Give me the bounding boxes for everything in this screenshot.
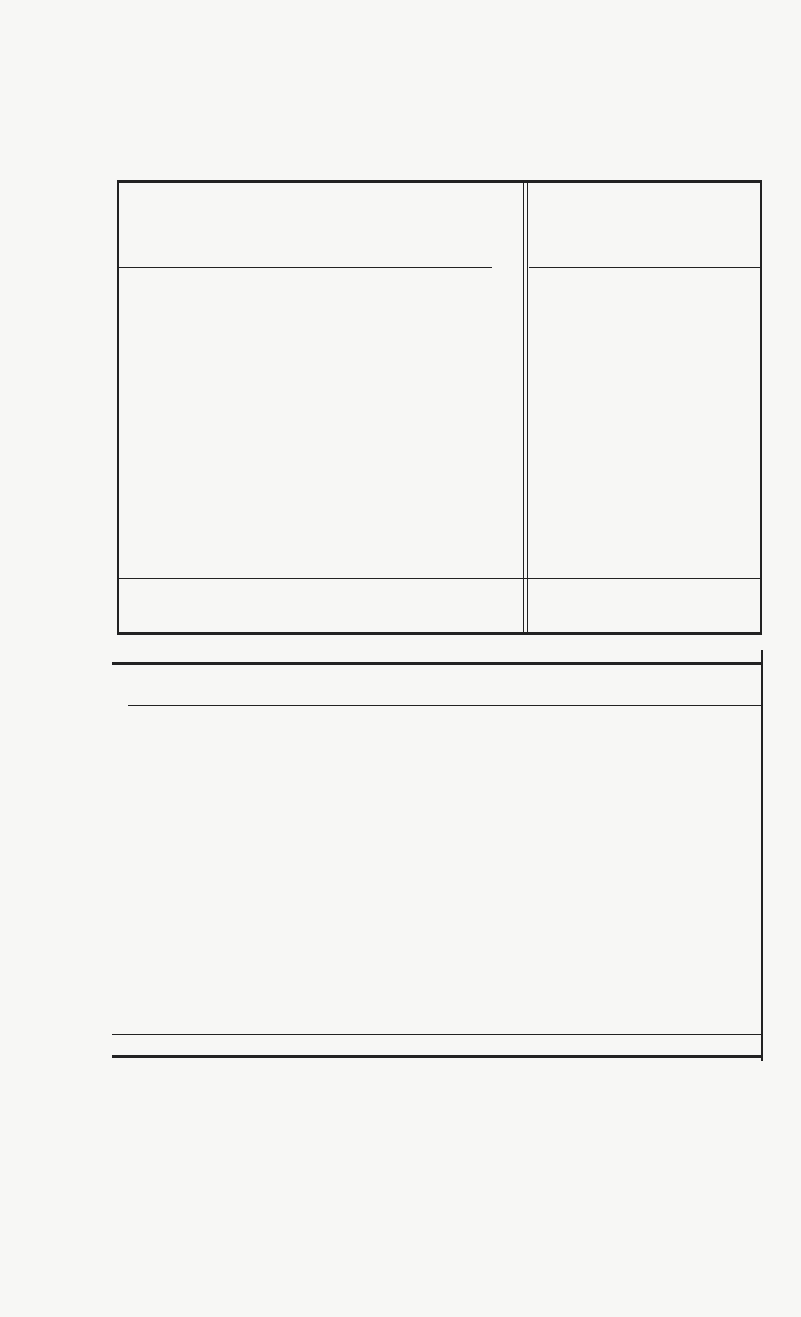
ward-statistics-table bbox=[117, 180, 762, 635]
